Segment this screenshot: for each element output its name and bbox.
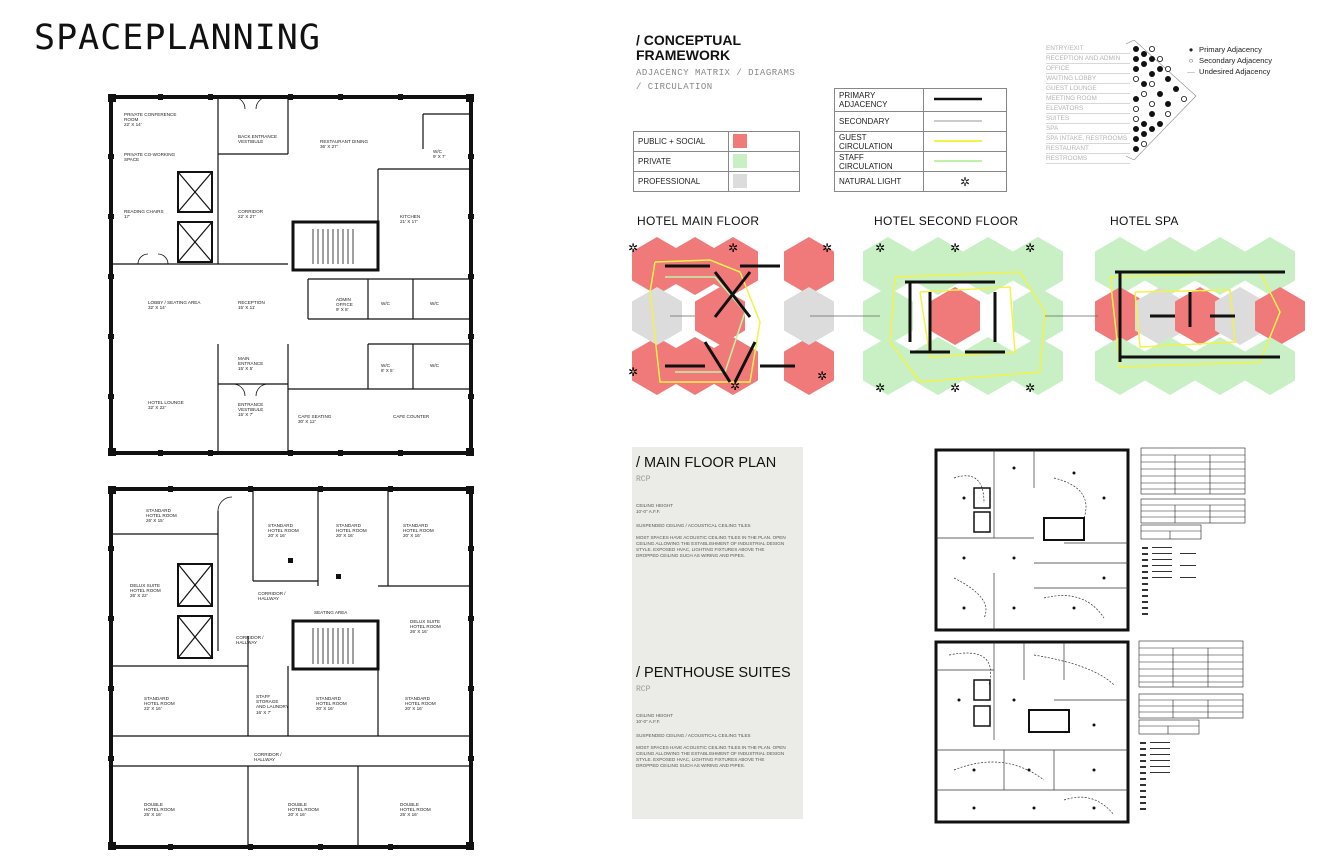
main-floor-rcp-heading: / MAIN FLOOR PLAN [636,455,777,471]
svg-text:✲: ✲ [875,381,886,395]
main-floor-ceiling-height: CEILING HEIGHT 10'-0" A.F.F. [636,503,674,514]
second-floor-plan-drawing [108,486,474,850]
adjacency-key-label: Secondary Adjacency [1199,56,1273,65]
svg-text:✲: ✲ [1025,241,1036,255]
adjacency-space: GUEST LOUNGE [1046,84,1130,94]
penthouse-ceiling-notes: MOST SPACES HAVE ACOUSTIC CEILING TILES IN THE PLAN. OPEN CEILING ALLOWING THE ESTABLISHMENT OF INDUSTRIAL DESIGN STYLE. EXPOSED HVAC, LIGHTING FIXTURES ABOVE THE DROPPED CEILING SUCH AS WIRING AND PIPES. [636,745,786,768]
adjacency-space: ENTRY/EXIT [1046,44,1130,54]
room-label: STANDARD HOTEL ROOM 20' X 16' [316,696,347,712]
penthouse-rcp-schedule [1138,640,1246,822]
svg-text:✲: ✲ [1025,381,1036,395]
staff-circulation-icon [928,156,988,166]
undesired-adjacency-icon: — [1187,67,1195,76]
svg-text:✲: ✲ [730,379,741,393]
line-legend-label: PRIMARY ADJACENCY [835,89,924,112]
zone-swatch [733,134,747,148]
main-floor-ceiling-type: SUSPENDED CEILING / ACOUSTICAL CEILING TILES [636,523,751,528]
room-label: DOUBLE HOTEL ROOM 25' X 16' [144,802,175,818]
room-label: ADMIN OFFICE 9' X 8' [336,297,353,313]
room-label: PRIVATE CONFERENCE ROOM 22' X 14' [124,112,177,128]
adjacency-key [1186,44,1272,77]
conceptual-framework-subtitle [636,66,795,94]
line-legend-label: STAFF CIRCULATION [835,152,924,172]
adjacency-key-item [1186,55,1272,66]
svg-text:✲: ✲ [628,365,639,379]
main-floor-rcp-drawing [934,448,1130,632]
main-floor-bubble-diagram [628,237,860,395]
room-label: STANDARD HOTEL ROOM 20' X 16' [268,523,299,539]
line-legend-label: SECONDARY [835,112,924,132]
spa-diagram-title: HOTEL SPA [1110,214,1179,228]
penthouse-ceiling-type: SUSPENDED CEILING / ACOUSTICAL CEILING TILES [636,733,751,738]
room-label: STANDARD HOTEL ROOM 20' X 16' [336,523,367,539]
guest-circulation-icon [928,136,988,146]
main-floor-rcp-sub: RCP [636,475,651,484]
subtitle-line-1: ADJACENCY MATRIX / DIAGRAMS [636,68,796,78]
zone-row [634,152,800,172]
room-label: W/C [430,301,439,306]
room-label: LOBBY / SEATING AREA 32' X 14' [148,300,201,311]
adjacency-space: WAITING LOBBY [1046,74,1130,84]
room-label: DELUX SUITE HOTEL ROOM 26' X 22' [130,583,161,599]
line-legend [834,88,1007,192]
sun-icon: ✲ [924,172,1007,192]
zone-row [634,172,800,192]
room-label: W/C [430,363,439,368]
svg-text:✲: ✲ [950,381,961,395]
secondary-adjacency-icon: ○ [1188,56,1194,65]
second-floor-plan [108,486,474,850]
main-floor-ceiling-notes: MOST SPACES HAVE ACOUSTIC CEILING TILES IN THE PLAN. OPEN CEILING ALLOWING THE ESTABLISHMENT OF INDUSTRIAL DESIGN STYLE. EXPOSED HVAC, LIGHTING FIXTURES ABOVE THE DROPPED CEILING SUCH AS WIRING AND PIPES. [636,535,786,558]
line-legend-row [835,112,1007,132]
line-legend-row [835,89,1007,112]
room-label: PRIVATE CO-WORKING SPACE [124,152,176,163]
penthouse-rcp-sub: RCP [636,685,651,694]
bubble-diagrams [620,232,1310,400]
rcp-description-panel [632,447,803,819]
adjacency-space: RECEPTION AND ADMIN [1046,54,1130,64]
room-label: CORRIDOR 22' X 27' [238,209,264,220]
zone-swatch [733,174,747,188]
room-label: CORRIDOR / HALLWAY [254,752,282,763]
adjacency-space: SPA [1046,124,1130,134]
adjacency-space: MEETING ROOM [1046,94,1130,104]
conceptual-framework-title [636,33,741,63]
title-line-1: / CONCEPTUAL [636,32,741,48]
room-label: STANDARD HOTEL ROOM 20' X 16' [403,523,434,539]
room-label: CORRIDOR / HALLWAY [236,635,264,646]
primary-line-icon [928,94,988,104]
zone-legend [633,131,800,192]
room-label: MAIN ENTRANCE 15' X 5' [238,356,264,372]
room-label: STANDARD HOTEL ROOM 20' X 16' [405,696,436,712]
zone-swatch [733,154,747,168]
zone-row [634,132,800,152]
second-floor-diagram-title: HOTEL SECOND FLOOR [874,214,1019,228]
room-label: RECEPTION 15' X 11' [238,300,265,311]
main-floor-plan [108,94,474,456]
subtitle-line-2: / CIRCULATION [636,82,713,92]
room-label: STANDARD HOTEL ROOM 26' X 15' [146,508,177,524]
room-label: KITCHEN 21' X 17' [400,214,421,225]
zone-label: PROFESSIONAL [634,172,729,192]
primary-adjacency-icon: ● [1188,45,1194,54]
penthouse-ceiling-height: CEILING HEIGHT 10'-0" A.F.F. [636,713,674,724]
zone-label: PRIVATE [634,152,729,172]
room-label: DOUBLE HOTEL ROOM 20' X 16' [288,802,319,818]
spa-bubble-diagram [1090,237,1305,395]
line-legend-label: GUEST CIRCULATION [835,132,924,152]
room-label: CAFE SEATING 30' X 12' [298,414,332,425]
room-label: SEATING AREA [314,610,348,615]
penthouse-rcp-drawing [934,640,1130,824]
room-label: W/C 8' X 5' [381,363,394,374]
room-label: READING CHAIRS 17' [124,209,164,220]
line-legend-row [835,132,1007,152]
line-legend-row [835,172,1007,192]
zone-label: PUBLIC + SOCIAL [634,132,729,152]
room-label: RESTAURANT DINING 36' X 27' [320,139,369,150]
room-label: DOUBLE HOTEL ROOM 25' X 16' [400,802,431,818]
secondary-line-icon [928,116,988,126]
svg-text:✲: ✲ [728,241,739,255]
room-label: CORRIDOR / HALLWAY [258,591,286,602]
penthouse-rcp-heading: / PENTHOUSE SUITES [636,665,791,681]
adjacency-key-item [1186,44,1272,55]
svg-text:✲: ✲ [822,241,833,255]
room-label: W/C [381,301,390,306]
room-label: ENTRANCE VESTIBULE 15' X 7' [238,402,264,418]
line-legend-row [835,152,1007,172]
adjacency-space: OFFICE [1046,64,1130,74]
room-label: DELUX SUITE HOTEL ROOM 26' X 16' [410,619,441,635]
adjacency-space-list [1046,44,1130,164]
room-label: HOTEL LOUNGE 32' X 22' [148,400,184,411]
room-label: STAFF STORAGE AND LAUNDRY 16' X 7' [256,694,289,715]
adjacency-space: ELEVATORS [1046,104,1130,114]
room-label: BACK ENTRANCE VESTIBULE [238,134,278,145]
room-label: CAFE COUNTER [393,414,430,419]
adjacency-space: RESTAURANT [1046,144,1130,154]
title-line-2: FRAMEWORK [636,47,731,63]
adjacency-key-label: Undesired Adjacency [1199,67,1271,76]
room-label: W/C 9' X 7' [433,149,446,160]
adjacency-key-label: Primary Adjacency [1199,45,1262,54]
svg-text:✲: ✲ [875,241,886,255]
svg-text:✲: ✲ [817,369,828,383]
main-floor-rcp-schedule [1140,447,1246,627]
second-floor-bubble-diagram [860,237,1090,395]
main-floor-diagram-title: HOTEL MAIN FLOOR [637,214,760,228]
adjacency-space: RESTROOMS [1046,154,1130,164]
page-title: SPACEPLANNING [34,18,321,58]
room-label: STANDARD HOTEL ROOM 22' X 16' [144,696,175,712]
svg-text:✲: ✲ [950,241,961,255]
adjacency-space: SPA INTAKE, RESTROOMS [1046,134,1130,144]
line-legend-label: NATURAL LIGHT [835,172,924,192]
adjacency-space: SUITES [1046,114,1130,124]
svg-text:✲: ✲ [628,241,639,255]
adjacency-key-item [1186,66,1272,77]
